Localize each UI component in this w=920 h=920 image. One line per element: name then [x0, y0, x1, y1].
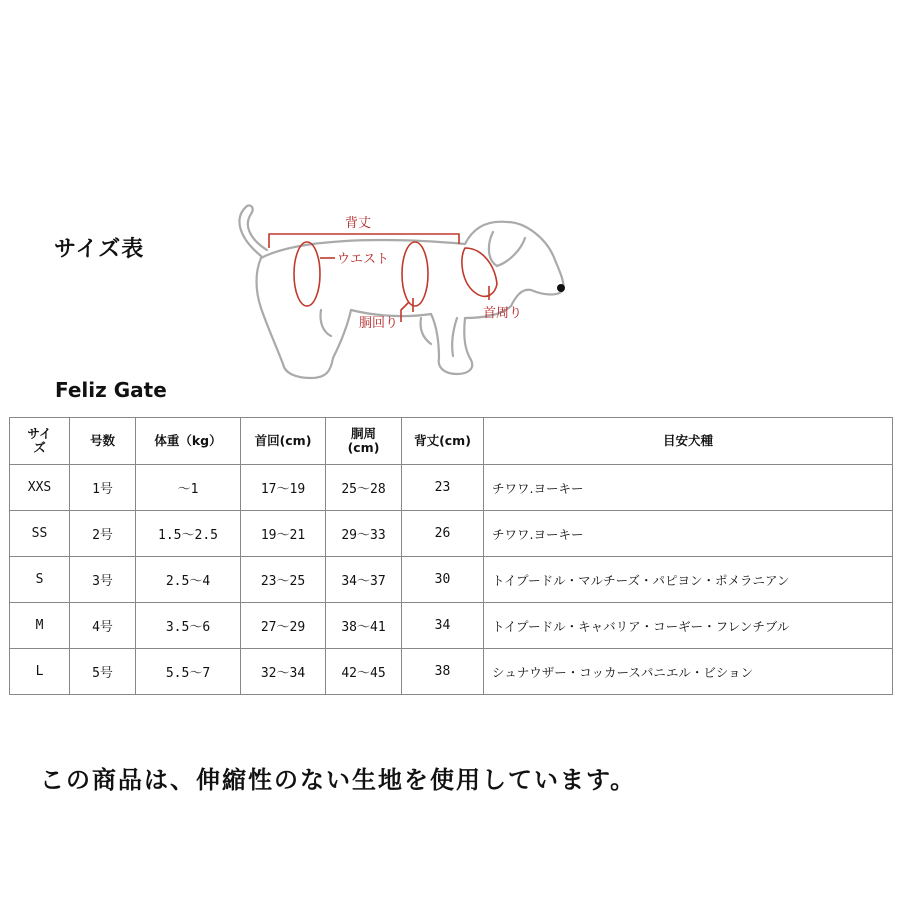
table-row	[10, 511, 893, 557]
cell-neck: 23〜25	[241, 557, 326, 603]
dog-measurement-diagram	[225, 198, 585, 383]
page-title: サイズ表	[54, 237, 145, 262]
cell-breeds: チワワ.ヨーキー	[484, 465, 893, 511]
cell-number: 5号	[70, 649, 136, 695]
cell-number: 4号	[70, 603, 136, 649]
cell-girth: 42〜45	[326, 649, 402, 695]
cell-back: 34	[402, 603, 484, 649]
cell-back: 26	[402, 511, 484, 557]
cell-size: L	[10, 649, 70, 695]
brand-name: Feliz Gate	[55, 378, 167, 402]
cell-breeds: トイプードル・マルチーズ・パピヨン・ポメラニアン	[484, 557, 893, 603]
cell-breeds: チワワ.ヨーキー	[484, 511, 893, 557]
back-length-label: 背丈	[345, 216, 372, 231]
table-row	[10, 465, 893, 511]
table-header-row	[10, 418, 893, 465]
cell-size: SS	[10, 511, 70, 557]
cell-number: 1号	[70, 465, 136, 511]
cell-neck: 32〜34	[241, 649, 326, 695]
dog-illustration	[225, 198, 585, 383]
header-number: 号数	[70, 418, 136, 465]
cell-weight: 5.5〜7	[136, 649, 241, 695]
header-breeds: 目安犬種	[484, 418, 893, 465]
cell-back: 38	[402, 649, 484, 695]
cell-weight: 2.5〜4	[136, 557, 241, 603]
header-back: 背丈(cm)	[402, 418, 484, 465]
fabric-note: この商品は、伸縮性のない生地を使用しています。	[40, 766, 637, 794]
cell-weight: 1.5〜2.5	[136, 511, 241, 557]
cell-back: 30	[402, 557, 484, 603]
cell-size: S	[10, 557, 70, 603]
cell-girth: 38〜41	[326, 603, 402, 649]
header-size: サイ ズ	[10, 418, 70, 465]
cell-breeds: トイプードル・キャバリア・コーギー・フレンチブル	[484, 603, 893, 649]
cell-weight: 〜1	[136, 465, 241, 511]
cell-neck: 19〜21	[241, 511, 326, 557]
cell-back: 23	[402, 465, 484, 511]
cell-neck: 17〜19	[241, 465, 326, 511]
neck-label: 首周り	[483, 306, 523, 321]
table-row	[10, 603, 893, 649]
cell-girth: 34〜37	[326, 557, 402, 603]
cell-size: XXS	[10, 465, 70, 511]
table-row	[10, 557, 893, 603]
table-row	[10, 649, 893, 695]
cell-girth: 25〜28	[326, 465, 402, 511]
size-chart-table	[9, 417, 893, 695]
girth-label: 胴回り	[359, 316, 399, 331]
cell-breeds: シュナウザー・コッカースパニエル・ビション	[484, 649, 893, 695]
header-girth: 胴周 (cm)	[326, 418, 402, 465]
cell-size: M	[10, 603, 70, 649]
cell-number: 2号	[70, 511, 136, 557]
header-weight: 体重（kg）	[136, 418, 241, 465]
cell-girth: 29〜33	[326, 511, 402, 557]
cell-number: 3号	[70, 557, 136, 603]
cell-neck: 27〜29	[241, 603, 326, 649]
waist-label: ウエスト	[337, 252, 390, 267]
cell-weight: 3.5〜6	[136, 603, 241, 649]
header-neck: 首回(cm)	[241, 418, 326, 465]
